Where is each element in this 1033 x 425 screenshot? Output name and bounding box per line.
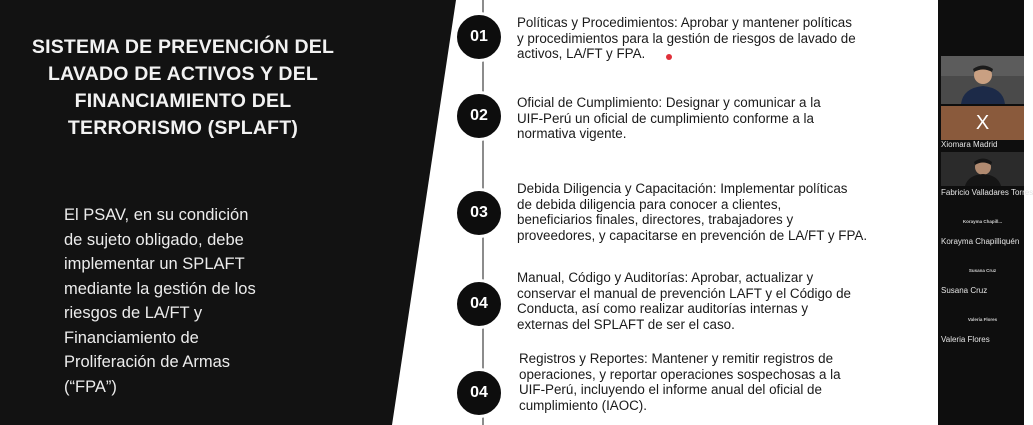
step-3-text: Debida Diligencia y Capacitación: Implementar políticas de debida diligencia para conocer a clientes, beneficiarios finales, directores, trabajadores y proveedores, y capacitarse en prevención de LA/FT y FPA.	[517, 181, 868, 243]
participant-tile-korayma[interactable]: Korayma Chapill...	[962, 219, 1003, 224]
slide-title: SISTEMA DE PREVENCIÓN DEL LAVADO DE ACTIVOS Y DEL FINANCIAMIENTO DEL TERRORISMO (SPLAFT)	[31, 36, 335, 139]
participant-name-susana: Susana Cruz	[941, 286, 988, 295]
participant-tile-xiomara[interactable]	[941, 106, 1024, 140]
step-4-number: 04	[470, 295, 488, 312]
participant-video-tile[interactable]	[941, 56, 1024, 104]
slide-body-text: El PSAV, en su condición de sujeto obligado, debe implementar un SPLAFT mediante la gestión de los riesgos de LA/FT y Financiamiento de Proliferación de Armas (“FPA”)	[64, 206, 256, 396]
step-1-badge	[454, 12, 504, 62]
participant-tile-fabricio[interactable]	[941, 152, 1024, 186]
step-2-badge	[454, 91, 504, 141]
participant-tile-susana[interactable]: Susana Cruz	[968, 268, 997, 273]
participant-name-valeria: Valeria Flores	[941, 335, 990, 344]
participant-name-korayma: Korayma Chapilliquén	[941, 237, 1020, 246]
participant-name-fabricio: Fabricio Valladares Torres	[941, 188, 1033, 197]
step-5-number: 04	[470, 384, 488, 401]
step-1-number: 01	[470, 28, 488, 45]
step-4-text: Manual, Código y Auditorías: Aprobar, actualizar y conservar el manual de prevención LAFT y el Código de Conducta, así como realizar auditorías internas y externas del SPLAFT de ser el caso.	[517, 270, 851, 332]
step-1-text: Políticas y Procedimientos: Aprobar y mantener políticas y procedimientos para la gestión de riesgos de lavado de activos, LA/FT y FPA.	[517, 15, 856, 62]
avatar-letter: X	[975, 111, 990, 134]
step-5-text: Registros y Reportes: Mantener y remitir registros de operaciones, y reportar operaciones sospechosas a la UIF-Perú, incluyendo el informe anual del oficial de cumplimiento (IAOC).	[519, 351, 841, 413]
step-5-badge	[454, 368, 504, 418]
step-2-text: Oficial de Cumplimiento: Designar y comunicar a la UIF-Perú un oficial de cumplimiento conforme a la normativa vigente.	[517, 95, 821, 142]
pointer-dot	[666, 54, 672, 60]
step-3-badge	[454, 188, 504, 238]
person-photo-icon	[941, 152, 1024, 186]
participant-tile-valeria[interactable]: Valeria Flores	[967, 317, 998, 322]
step-3-number: 03	[470, 204, 488, 221]
step-2-number: 02	[470, 107, 488, 124]
person-silhouette-icon	[941, 56, 1024, 104]
step-4-badge	[454, 279, 504, 329]
participant-name-xiomara: Xiomara Madrid	[941, 140, 998, 149]
